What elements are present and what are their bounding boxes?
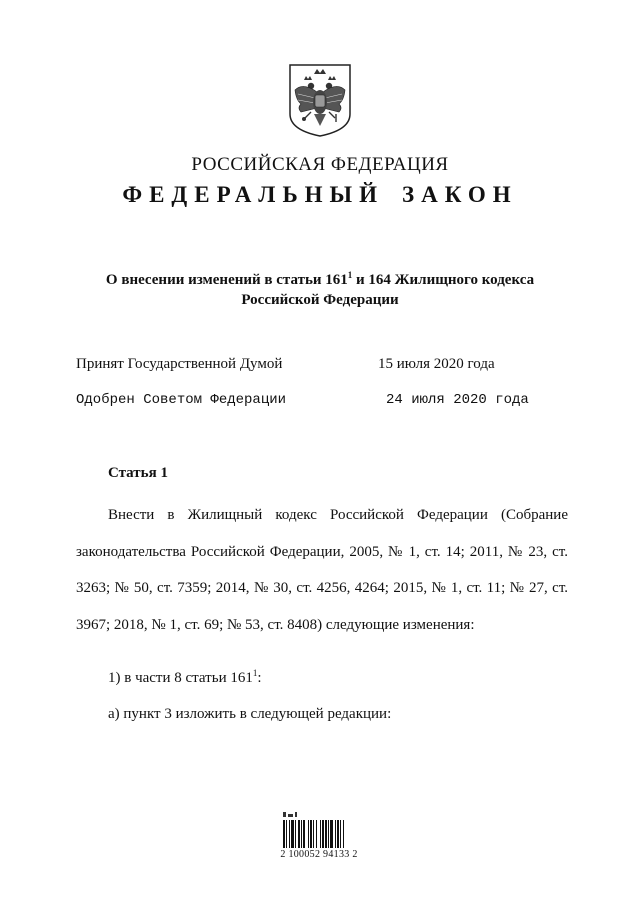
list-item-1: 1) в части 8 статьи $161^1$: xyxy=(108,668,262,686)
document-type xyxy=(0,182,640,208)
law-title xyxy=(60,270,580,310)
barcode-icon xyxy=(282,812,358,848)
country-name: РОССИЙСКАЯ ФЕДЕРАЦИЯ xyxy=(191,154,449,175)
article-heading: Статья 1 xyxy=(108,465,168,481)
article-paragraph: Внести в Жилищный кодекс Российской Федерации (Собрание законодательства Российской Федерации, 2005, № 1, ст. 14; 2011, № 23, ст. 3263; № 50, ст. 7359; 2014, № 30, ст. 4256, 4264; 2015, № 1, ст. 11; № 27, ст. 3967; 2018, № 1, ст. 69; № 53, ст. 8408) следующие изменения: xyxy=(76,507,568,633)
approved-label: Одобрен Советом Федерации xyxy=(76,392,287,408)
law-title-line-2: Российской Федерации xyxy=(241,292,399,308)
document-type-word-2: ЗАКОН xyxy=(402,182,518,207)
coat-of-arms-icon xyxy=(287,62,353,138)
barcode-number: 2 100052 94133 2 xyxy=(280,849,358,860)
adopted-label: Принят Государственной Думой xyxy=(76,356,283,372)
adopted-date: 15 июля 2020 года xyxy=(378,356,495,372)
document-type-word-1: ФЕДЕРАЛЬНЫЙ xyxy=(122,182,385,207)
list-item-a: а) пункт 3 изложить в следующей редакции: xyxy=(108,706,392,722)
barcode xyxy=(282,812,358,860)
law-title-line-1: О внесении изменений в статьи $161^1$ и 164 Жилищного кодекса xyxy=(105,270,535,288)
approved-date: 24 июля 2020 года xyxy=(386,392,529,408)
